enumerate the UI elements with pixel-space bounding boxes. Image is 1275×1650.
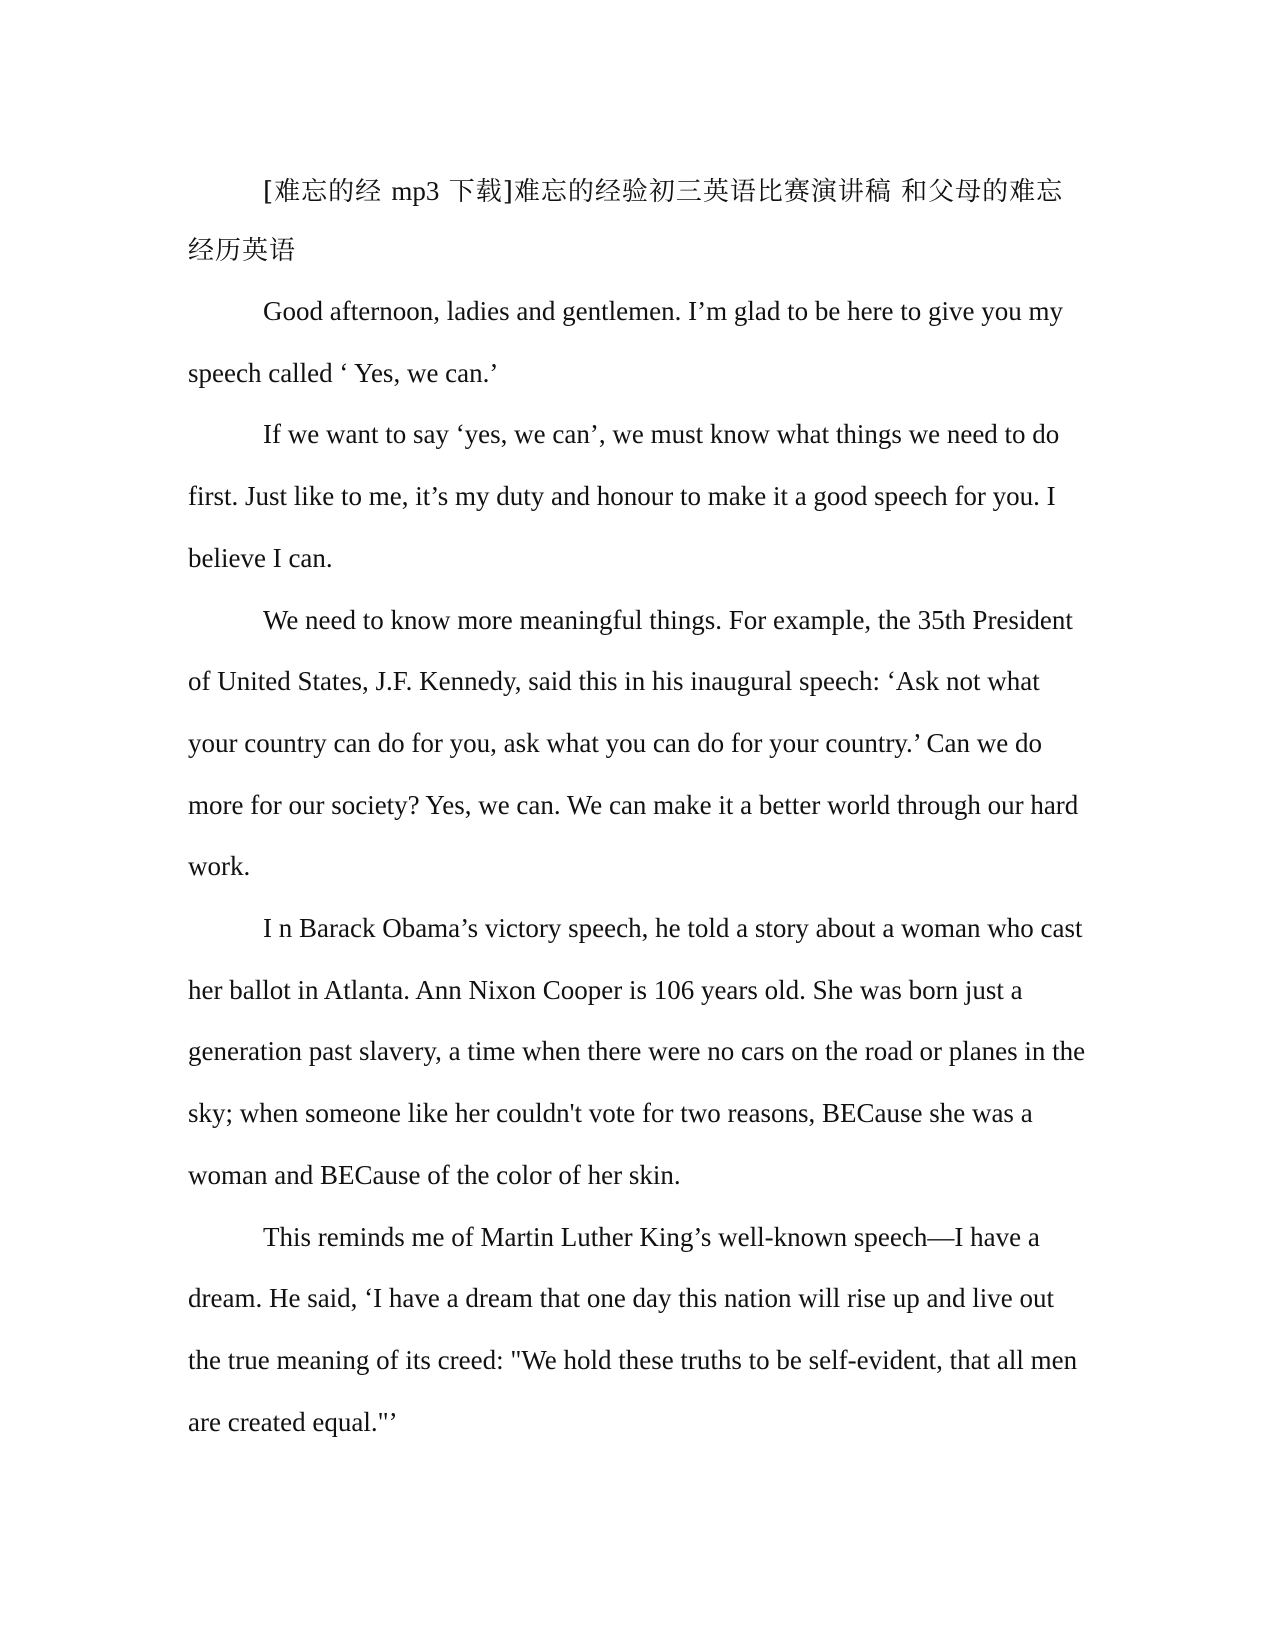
title-part-2: mp3 [391, 176, 440, 206]
document-title [188, 162, 1088, 281]
paragraph-yes-we-can: If we want to say ‘yes, we can’, we must know what things we need to do first. Just like to me, it’s my duty and honour to make it a good speech for you. I believe I can. [188, 419, 1060, 573]
paragraph-king: This reminds me of Martin Luther King’s well-known speech—I have a dream. He said, ‘I have a dream that one day this nation will rise up and live out the true meaning of its creed: "We hold these truths to be self-evident, that all men are created equal."’ [188, 1221, 1078, 1437]
document-body [188, 162, 1088, 1453]
paragraph-kennedy: We need to know more meaningful things. For example, the 35th President of United States, J.F. Kennedy, said this in his inaugural speech: ‘Ask not what your country can do for you, ask what you can do for your country.’ Can we do more for our society? Yes, we can. We can make it a better world through our hard work. [188, 604, 1079, 882]
title-part-3: 下载]难忘的经验初三英语比赛演讲稿 和父母的难忘经历英语 [188, 177, 1064, 266]
paragraph-greeting: Good afternoon, ladies and gentlemen. I’m glad to be here to give you my speech called ‘ Yes, we can.’ [188, 296, 1064, 388]
title-part-1: [难忘的经 [263, 177, 392, 207]
paragraph-obama: I n Barack Obama’s victory speech, he told a story about a woman who cast her ballot in Atlanta. Ann Nixon Cooper is 106 years old. She was born just a generation past slavery, a time when there were no cars on the road or planes in the sky; when someone like her couldn't vote for two reasons, BECause she was a woman and BECause of the color of her skin. [188, 913, 1086, 1190]
